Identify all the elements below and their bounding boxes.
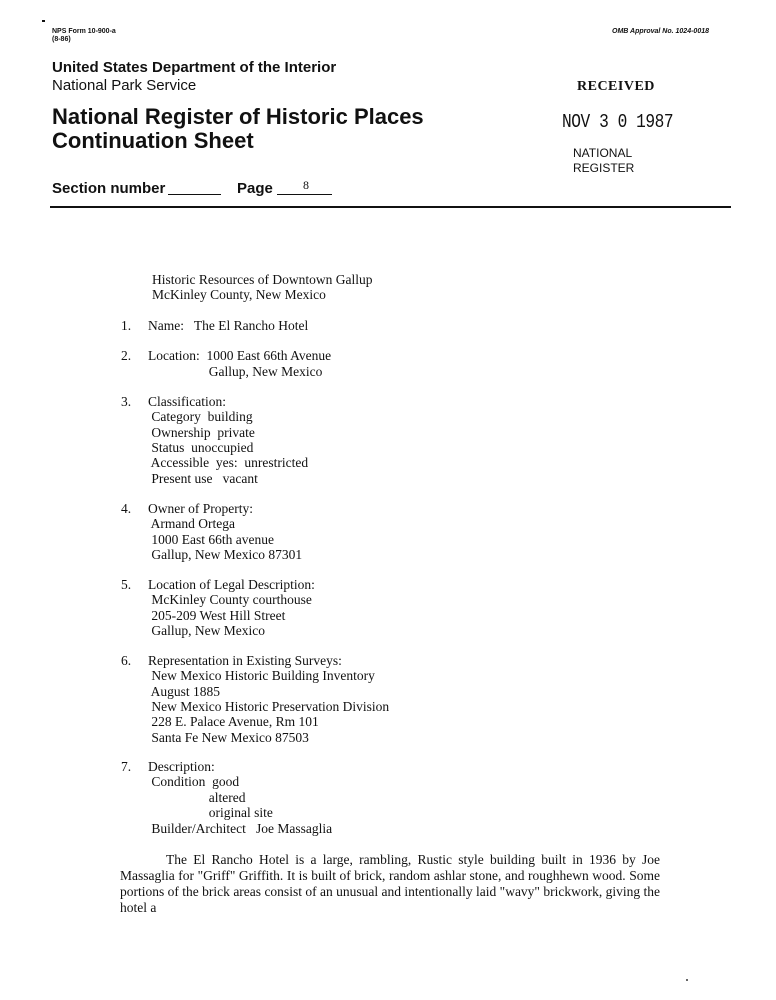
section-number-field — [168, 194, 221, 195]
stamp-line-register: REGISTER — [573, 161, 635, 175]
item-number: 4. — [121, 501, 132, 516]
item-line: Gallup, New Mexico — [148, 623, 265, 638]
scan-speck — [686, 979, 688, 981]
item-line: New Mexico Historic Building Inventory — [148, 668, 375, 683]
intro-line: McKinley County, New Mexico — [152, 287, 326, 302]
stamp-line-national: NATIONAL — [573, 146, 633, 160]
item-number: 3. — [121, 394, 132, 409]
form-id — [52, 28, 116, 44]
item-line: Builder/Architect Joe Massaglia — [148, 821, 333, 836]
item-line: original site — [148, 805, 273, 820]
item-number: 6. — [121, 653, 132, 668]
item-line: Gallup, New Mexico — [148, 364, 323, 379]
page-title-line2: Continuation Sheet — [52, 128, 254, 153]
item-number: 5. — [121, 577, 132, 592]
item-line: August 1885 — [148, 684, 221, 699]
page-number: 8 — [303, 178, 309, 192]
agency-name: National Park Service — [52, 77, 197, 94]
department-name: United States Department of the Interior — [52, 59, 337, 76]
item-line: Santa Fe New Mexico 87503 — [148, 730, 309, 745]
item-line: 1000 East 66th avenue — [148, 532, 274, 547]
item-line: Accessible yes: unrestricted — [148, 455, 309, 470]
page-field-line — [277, 194, 332, 195]
item-line: Category building — [148, 409, 253, 424]
item-line: New Mexico Historic Preservation Division — [148, 699, 390, 714]
page-label: Page — [237, 180, 273, 197]
omb-approval: OMB Approval No. 1024-0018 — [612, 28, 709, 35]
item-line: Ownership private — [148, 425, 255, 440]
header-divider — [50, 206, 731, 208]
item-number: 7. — [121, 759, 132, 774]
received-date-stamp: NOV 3 0 1987 — [562, 111, 674, 133]
item-line: 228 E. Palace Avenue, Rm 101 — [148, 714, 319, 729]
item-line: Owner of Property: — [148, 501, 253, 516]
item-line: Status unoccupied — [148, 440, 254, 455]
section-number-label: Section number — [52, 180, 166, 197]
item-line: 205-209 West Hill Street — [148, 608, 286, 623]
item-line: Location of Legal Description: — [148, 577, 315, 592]
item-line: Classification: — [148, 394, 226, 409]
form-id-line1: NPS Form 10-900-a — [52, 28, 116, 35]
scan-mark — [42, 20, 45, 22]
received-stamp: RECEIVED — [577, 79, 655, 94]
paragraph-text: The El Rancho Hotel is a large, rambling, Rustic style building built in 1936 by Joe Massaglia for "Griff" Griffith. It is built of brick, random ashlar stone, and roughhewn wood. Some portions of the brick areas consist of an unusual and intentionally laid "wavy" brickwork, giving the hotel a — [120, 852, 660, 915]
intro-line: Historic Resources of Downtown Gallup — [152, 272, 373, 287]
description-paragraph — [120, 852, 660, 916]
item-line: Name: The El Rancho Hotel — [148, 318, 309, 333]
item-line: Present use vacant — [148, 471, 258, 486]
item-line: Representation in Existing Surveys: — [148, 653, 342, 668]
form-id-line2: (8-86) — [52, 36, 71, 43]
item-number: 2. — [121, 348, 132, 363]
item-line: altered — [148, 790, 246, 805]
page-title-line1: National Register of Historic Places — [52, 104, 424, 129]
item-line: Condition good — [148, 774, 240, 789]
item-line: Location: 1000 East 66th Avenue — [148, 348, 332, 363]
item-line: McKinley County courthouse — [148, 592, 312, 607]
item-line: Description: — [148, 759, 215, 774]
item-line: Armand Ortega — [148, 516, 235, 531]
item-number: 1. — [121, 318, 132, 333]
item-line: Gallup, New Mexico 87301 — [148, 547, 303, 562]
